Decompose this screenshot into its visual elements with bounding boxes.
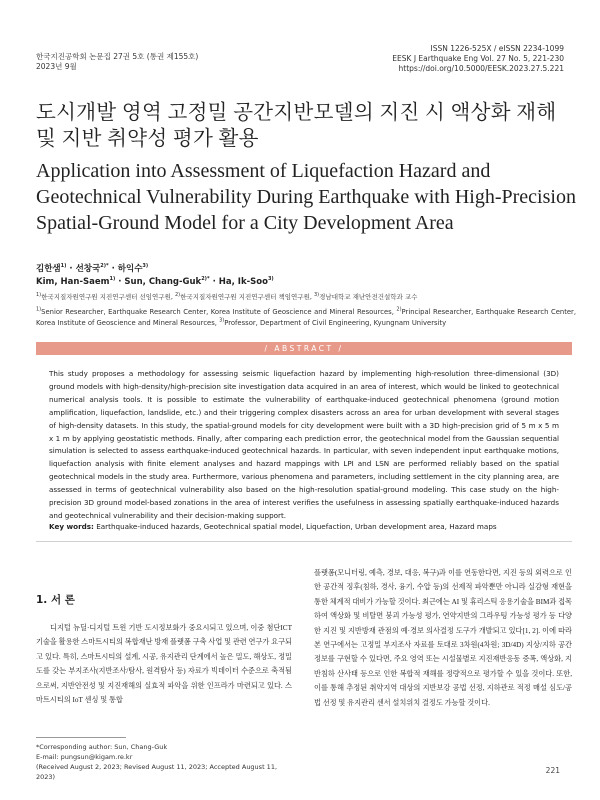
affiliation-mark: 2) [396,306,402,313]
author-mark: 1) [60,263,67,270]
affiliation-text: 한국지질자원연구원 지진연구센터 선임연구원, [41,293,175,301]
author-name: 선창국 [75,264,101,274]
author-name: Kim, Han-Saem [36,277,110,287]
author-email[interactable]: E-mail: pungsun@kigam.re.kr [36,753,133,761]
journal-header-ko [36,52,198,72]
affiliation-text: Professor, Department of Civil Engineering, Kyungnam University [224,319,447,327]
title-korean: 도시개발 영역 고정밀 공간지반모델의 지진 시 액상화 재해 및 지반 취약성 평가 활용 [36,102,557,150]
journal-name-ko: 한국지진공학회 논문집 27권 5호 (통권 제155호) [36,52,199,61]
affiliation-text: Senior Researcher, Earthquake Research Center, Korea Institute of Geoscience and Mineral Resources, [41,308,397,316]
authors-english [36,277,274,287]
author-mark: 2)* [100,263,109,270]
author-mark: 3) [267,276,274,283]
journal-header-en [392,44,564,74]
doi-link[interactable]: https://doi.org/10.5000/EESK.2023.27.5.221 [398,64,564,73]
affiliations-korean [36,292,576,301]
authors-korean [36,262,148,274]
affiliations-english [36,307,576,329]
author-name: Ha, Ik-Soo [218,277,268,287]
abstract-divider [36,541,572,542]
issue-date-ko: 2023년 9월 [36,62,77,71]
affiliation-mark: 1) [36,306,42,313]
corresponding-author: *Corresponding author: Sun, Chang-Guk [36,743,168,751]
received-dates: (Received August 2, 2023; Revised August 11, 2023; Accepted August 11, 2023) [36,763,278,781]
keywords-label: Key words: [49,522,94,531]
page-number: 221 [545,766,560,775]
author-name: Sun, Chang-Guk [124,277,202,287]
affiliation-text: 한국지질자원연구원 지진연구센터 책임연구원, [180,293,314,301]
affiliation-mark: 2) [175,291,181,298]
author-mark: 3) [142,263,149,270]
journal-name-en: EESK J Earthquake Eng Vol. 27 No. 5, 221-230 [392,54,564,63]
section-heading: 1. 서 론 [36,594,75,606]
abstract-text: This study proposes a methodology for assessing seismic liquefaction hazard by implementing high-resolution three-dimensional (3D) ground models with high-density/high-precision site investigation data acquired in an area of interest, which would be linked to geotechnical numerical analysis tools. It is possible to estimate the vulnerability of earthquake-induced geotechnical phenomena (ground motion amplification, liquefaction, landslide, etc.) and their triggering complex disasters across an area for urban development with several stages of high-density datasets. In this study, the spatial-ground models for city development were built with a 3D high-precision grid of 5 m x 5 m x 1 m by applying geostatistic methods. Finally, after comparing each prediction error, the geotechnical model from the Gaussian sequential simulation is selected to assess earthquake-induced geotechnical hazards. In particular, with seven independent input earthquake motions, liquefaction analysis with finite element analyses and hazard mappings with LPI and LSN are performed reliably based on the spatial geotechnical models in the study area. Furthermore, various phenomena and parameters, including settlement in the city planning area, are assessed in terms of geotechnical vulnerability also based on the high-resolution spatial-ground modeling. This case study on the high-precision 3D ground model-based zonations in the area of interest verifies the usefulness in assessing spatially earthquake-induced hazards and geotechnical vulnerability and their decision-making support. [49,369,559,520]
author-separator: · [212,277,216,287]
affiliation-mark: 3) [314,291,320,298]
affiliation-mark: 3) [219,317,225,324]
affiliation-text: Principal Researcher, Earthquake Research Center, Korea Institute of Geoscience and Mineral Resources, [36,308,576,327]
footnote-divider [36,737,126,738]
keywords-list: Earthquake-induced hazards, Geotechnical spatial model, Liquefaction, Urban development area, Hazard maps [96,522,497,531]
body-paragraph-left: 디지털 뉴딜·디지털 트윈 기반 도시정보화가 중요시되고 있으며, 이중 첨단ICT 기술을 활용한 스마트시티의 복합재난 방재 플랫폼 구축 사업 및 관련 연구가 요구되고 있다. 특히, 스마트시티의 설계, 시공, 유지관리 단계에서 높은 밀도, 해상도, 정밀도를 갖는 부지조사(지반조사/탐사, 원격탐사 등) 자료가 빅데이터 수준으로 축적됨으로써, 지반안전성 및 지진재해의 실효적 파악을 위한 인프라가 마련되고 있다. 스마트시티의 IoT 센싱 및 통합 [36,624,292,705]
author-separator: · [111,264,115,274]
keywords [49,522,559,531]
footnote [36,742,292,782]
title-english: Application into Assessment of Liquefaction Hazard and Geotechnical Vulnerability During Earthquake with High-Precision Spatial-Ground Model for a City Development Area [36,160,576,234]
affiliation-mark: 1) [36,291,42,298]
abstract-banner: / ABSTRACT / [36,342,572,355]
issn: ISSN 1226-525X / eISSN 2234-1099 [430,44,564,53]
author-name: 김한샘 [36,264,61,274]
body-paragraph-right: 플랫폼(모니터링, 예측, 경보, 대응, 복구)과 이를 연동한다면, 지진 등의 외력으로 인한 공간적 징후(침하, 경사, 융기, 수압 등)의 선제적 파악뿐만 아니라 실감형 재현을 통한 체계적 대비가 가능할 것이다. 최근에는 AI 및 휴리스틱 응용기술을 BIM과 접목하여 액상화 및 비탈면 붕괴 가능성 평가, 연약지반의 그라우팅 가능성 평가 등 다양한 지진 및 지반방재 관점의 예·경보 의사결정 도구가 개발되고 있다[1, 2]. 이에 따라 본 연구에서는 고정밀 부지조사 자료를 토대로 3차원(4차원; 3D/4D) 지상/지하 공간정보를 구현할 수 있다면, 주요 영역 또는 시설물별로 지진재반응동 증폭, 액상화, 지반침하 산사태 등으로 인한 복합적 재해를 정량적으로 평가할 수 있을 것이다. 또한, 이를 통해 추정된 취약지역 대상의 지반보강 공법 선정, 지하관로 적정 매설 심도/공법 선정 및 유지관리 센서 설치위치 결정도 가능할 것이다. [314,569,572,707]
author-mark: 2)* [201,276,210,283]
author-separator: · [69,264,73,274]
author-mark: 1) [109,276,116,283]
author-separator: · [118,277,122,287]
author-name: 하익수 [117,264,143,274]
affiliation-text: 경남대학교 재난안전건설학과 교수 [319,293,418,301]
